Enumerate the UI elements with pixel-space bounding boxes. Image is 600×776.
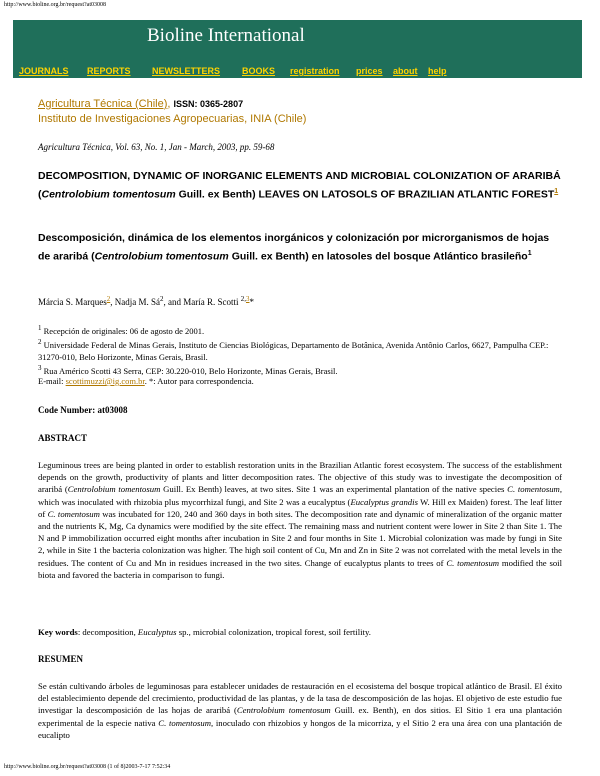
- title-en-text-2: Guill. ex Benth) LEAVES ON LATOSOLS OF BRAZILIAN ATLANTIC FOREST: [175, 188, 555, 201]
- abstract-text-2: Guill. Ex Benth) leaves, at two sites. Site 1 was an experimental plantation of the native species: [160, 484, 508, 495]
- nav-link-journals[interactable]: JOURNALS: [19, 66, 69, 76]
- affiliation-3-text: Rua Américo Scotti 43 Serra, CEP: 30.220-010, Belo Horizonte, Minas Gerais, Brasil.: [41, 365, 338, 376]
- email-link[interactable]: scottimuzzi@ig.com.br: [65, 376, 145, 386]
- resumen-text-3: , inoculado con rhizobios y hongos de la micorriza, y el Sitio 2 era una área con una plantación de eucalipto: [38, 717, 563, 740]
- author-3: , and María R. Scotti: [163, 297, 239, 307]
- nav-link-about[interactable]: about: [393, 66, 418, 76]
- banner-title: Bioline International: [147, 25, 305, 46]
- resumen-species-1: Centrolobium tomentosum: [236, 705, 331, 716]
- affiliation-2-num: 2: [38, 338, 42, 346]
- abstract-text-6: modified the soil biota and favored the bacteria in comparison to fungi.: [38, 557, 562, 580]
- abstract-species-4: C. tomentosum: [47, 508, 100, 519]
- title-en-species: Centrolobium tomentosum: [41, 188, 176, 201]
- email-label: E-mail:: [38, 376, 66, 386]
- abstract-text-4: W. Hill ex Maiden) forest. The leaf litter of: [38, 496, 562, 519]
- page-url: http://www.bioline.org.br/request?at03008: [4, 2, 106, 8]
- affiliation-1-num: 1: [38, 324, 42, 332]
- journal-name-line: [38, 98, 243, 110]
- affiliation-2-text: Universidade Federal de Minas Gerais, Instituto de Ciencias Biológicas, Departamento de Botânica, Avenida Antônio Carlos, 6627, Pampulha CEP.: 31270-010, Belo Horizonte, Minas Gerais, Brasil.: [38, 339, 549, 362]
- keywords-label: Key words: [38, 627, 78, 637]
- issn: ISSN: 0365-2807: [173, 99, 244, 109]
- keywords-text-2: sp., microbial colonization, tropical forest, soil fertility.: [176, 627, 371, 637]
- abstract-text-5: was incubated for 120, 240 and 360 days in both sites. The decomposition rate and dynamic of mineralization of the organic matter and the nutrients K, Mg, Ca dynamics were modified by the site effect. The remaining mass and nutrient content were lower in Site 2 than Site 1. The N and P immobilization occurred eight months after incubation in Site 2 and four months in Site 1. Microbial colonization was made by fungi in Site 2, while in Site 1 the bacteria colonization was higher. The high soil content of Cu, Mn and Zn in Site 2 was not correlated with the metal levels in the residues. The content of Cu and Mn in residues increased in the two sites. Change of eucalyptus plants to trees of: [38, 508, 562, 568]
- abstract-text-3: , which was inoculated with rhizobia plus mycorrhizal fungi, and Site 2 was a eucalyptus (: [38, 484, 562, 507]
- nav-link-newsletters[interactable]: NEWSLETTERS: [152, 66, 221, 76]
- keywords: [38, 626, 562, 638]
- abstract-species-3: Eucalyptus grandis: [350, 496, 418, 507]
- nav-link-registration[interactable]: registration: [290, 66, 340, 76]
- title-es-text-2: Guill. ex Benth) en latosoles del bosque Atlántico brasileño: [228, 250, 528, 263]
- citation: Agricultura Técnica, Vol. 63, No. 1, Jan - March, 2003, pp. 59-68: [38, 142, 275, 152]
- nav-link-books[interactable]: BOOKS: [242, 66, 276, 76]
- abstract-species-2: C. tomentosum: [507, 484, 560, 495]
- author-1-footnote-link[interactable]: 2: [106, 295, 111, 303]
- keywords-species: Eucalyptus: [137, 627, 177, 637]
- abstract-text-1: Leguminous trees are being planted in order to establish restoration units in the Brazilian Atlantic forest ecosystem. The success of the establishment depends on the growth, productivity of plants and litter decomposition rates. The objective of this study was to investigate the decomposition of araribá (: [38, 460, 562, 495]
- comma: ,: [167, 98, 174, 110]
- affiliation-2: [38, 336, 558, 363]
- email-note: . *: Autor para correspondencia.: [144, 376, 254, 386]
- resumen-text-1: Se están cultivando árboles de leguminosas para establecer unidades de restauración en el ecosistema del bosque tropical atlántico de Brasil. El éxito del establecimiento depende del crecimiento, productividad de las plantas, y de la tasa de descomposición de las hojas. El objetivo de este estudio fue investigar la descomposición de las hojas de araribá (: [38, 681, 562, 716]
- abstract-species-5: C. tomentosum: [446, 557, 500, 568]
- article-title-es: [38, 230, 558, 265]
- author-3-footnote-link[interactable]: 3: [245, 295, 250, 303]
- footnote-link-1[interactable]: 1: [554, 188, 559, 195]
- author-2: , Nadja M. Sá: [110, 297, 160, 307]
- resumen-text: [38, 680, 562, 741]
- title-es-footnote: 1: [527, 250, 532, 257]
- affiliation-1: [38, 322, 558, 337]
- title-es-text-1: Descomposición, dinámica de los elementos inorgánicos y colonización por microrganismos de hojas de araribá (: [38, 232, 550, 263]
- journal-name-link[interactable]: Agricultura Técnica (Chile): [38, 98, 168, 110]
- institute-link[interactable]: Instituto de Investigaciones Agropecuarias, INIA (Chile): [38, 113, 307, 125]
- abstract-species-1: Centrolobium tomentosum: [67, 484, 161, 495]
- author-1: Márcia S. Marques: [38, 297, 107, 307]
- resumen-heading: RESUMEN: [38, 654, 84, 664]
- email-line: [38, 375, 558, 387]
- corresponding-star: *: [249, 297, 254, 307]
- resumen-species-2: C. tomentosum: [158, 717, 211, 728]
- affiliation-3-num: 3: [38, 364, 42, 372]
- title-es-species: Centrolobium tomentosum: [94, 250, 229, 263]
- abstract-heading: ABSTRACT: [38, 433, 88, 443]
- authors: [38, 295, 254, 307]
- nav-link-reports[interactable]: REPORTS: [87, 66, 131, 76]
- author-3-footnote: 2,: [240, 295, 246, 303]
- page-footer: http://www.bioline.org.br/request?at03008 (1 of 8)2003-7-17 7:52:34: [4, 764, 171, 770]
- article-title-en: [38, 168, 568, 203]
- resumen-text-2: Guill. ex. Benth), en dos sitios. El Sitio 1 era una plantación experimental de la especie nativa: [38, 705, 562, 728]
- keywords-text-1: : decomposition,: [77, 627, 138, 637]
- abstract-text: [38, 459, 562, 581]
- code-number: Code Number: at03008: [38, 405, 128, 415]
- nav-link-prices[interactable]: prices: [356, 66, 383, 76]
- author-2-footnote: 2: [159, 295, 164, 303]
- affiliation-1-text: Recepción de originales: 06 de agosto de 2001.: [41, 325, 205, 336]
- title-en-text-1: DECOMPOSITION, DYNAMIC OF INORGANIC ELEMENTS AND MICROBIAL COLONIZATION OF ARARIBÁ (: [38, 170, 561, 201]
- nav-link-help[interactable]: help: [428, 66, 447, 76]
